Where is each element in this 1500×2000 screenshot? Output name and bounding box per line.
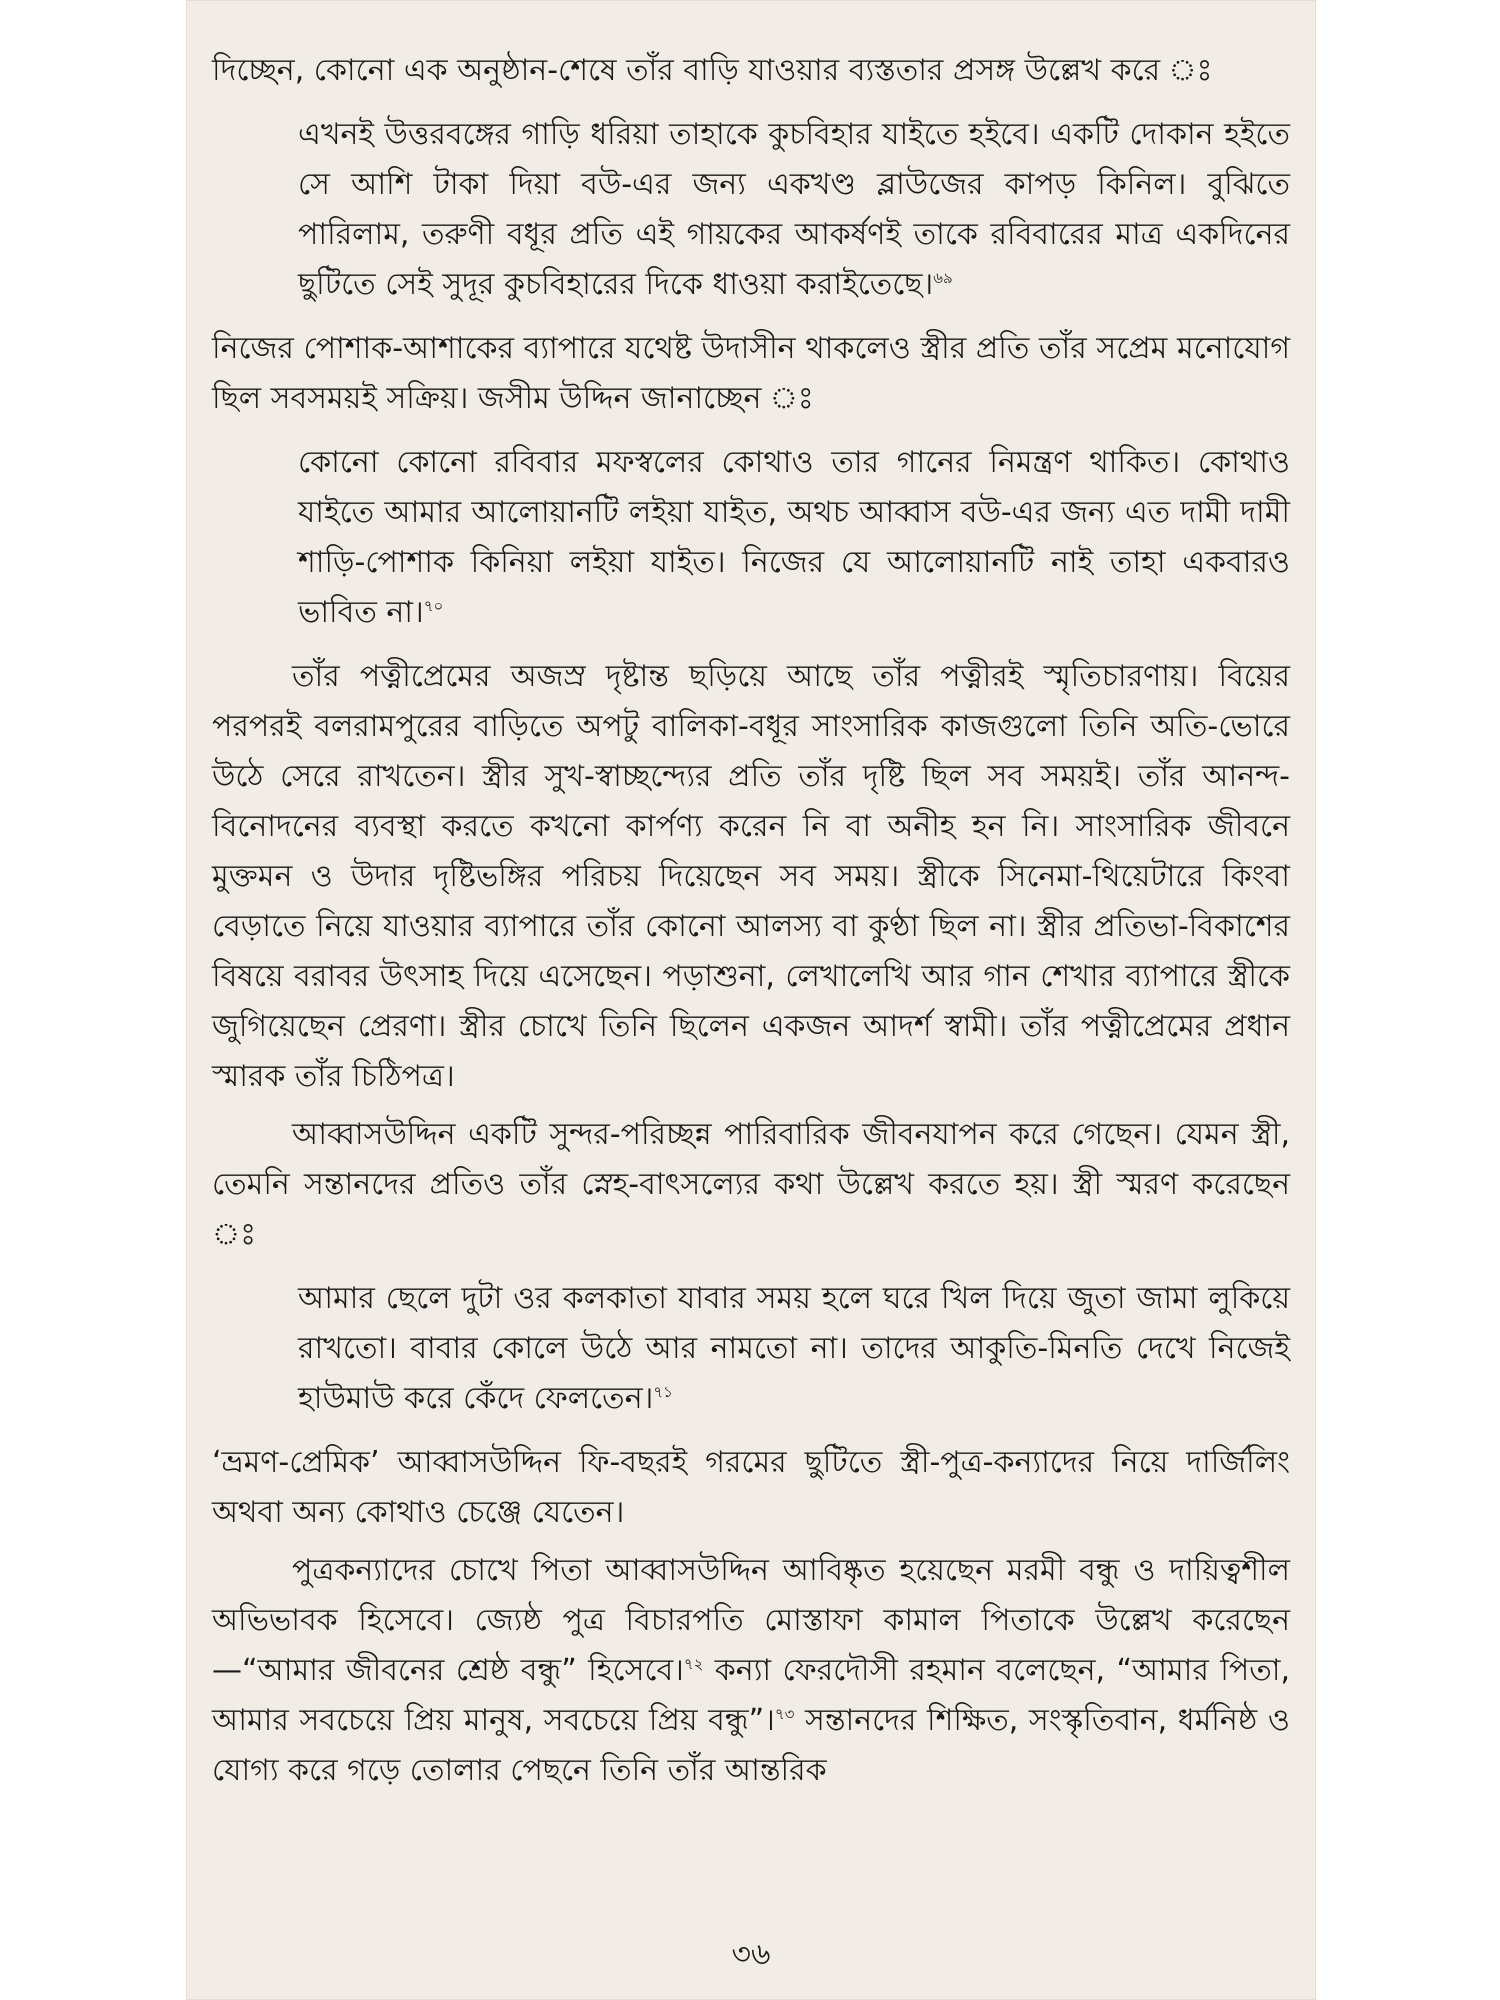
quote-1: এখনই উত্তরবঙ্গের গাড়ি ধরিয়া তাহাকে কুচবিহার যাইতে হইবে। একটি দোকান হইতে সে আশি টাকা দিয়া বউ-এর জন্য একখণ্ড ব্লাউজের কাপড় কিনিল। বুঝিতে পারিলাম, তরুণী বধূর প্রতি এই গায়কের আকর্ষণই তাকে রবিবারের মাত্র একদিনের ছুটিতে সেই সুদূর কুচবিহারের দিকে ধাওয়া করাইতেছে।$^{৬৯}$ — [298, 117, 1290, 302]
paragraph-1: দিচ্ছেন, কোনো এক অনুষ্ঠান-শেষে তাঁর বাড়ি যাওয়ার ব্যস্ততার প্রসঙ্গ উল্লেখ করে ঃ — [212, 53, 1213, 88]
page-number: ৩৬ — [731, 1937, 771, 1972]
footnote-marker: ৭৩ — [774, 1705, 795, 1723]
paragraph-2: নিজের পোশাক-আশাকের ব্যাপারে যথেষ্ট উদাসীন থাকলেও স্ত্রীর প্রতি তাঁর সপ্রেম মনোযোগ ছিল সবসময়ই সক্রিয়। জসীম উদ্দিন জানাচ্ছেন ঃ — [212, 331, 1290, 416]
paragraph-3: তাঁর পত্নীপ্রেমের অজস্র দৃষ্টান্ত ছড়িয়ে আছে তাঁর পত্নীরই স্মৃতিচারণায়। বিয়ের পরপরই বলরামপুরের বাড়িতে অপটু বালিকা-বধূর সাংসারিক কাজগুলো তিনি অতি-ভোরে উঠে সেরে রাখতেন। স্ত্রীর সুখ-স্বাচ্ছন্দ্যের প্রতি তাঁর দৃষ্টি ছিল সব সময়ই। তাঁর আনন্দ-বিনোদনের ব্যবস্থা করতে কখনো কার্পণ্য করেন নি বা অনীহ হন নি। সাংসারিক জীবনে মুক্তমন ও উদার দৃষ্টিভঙ্গির পরিচয় দিয়েছেন সব সময়। স্ত্রীকে সিনেমা-থিয়েটারে কিংবা বেড়াতে নিয়ে যাওয়ার ব্যাপারে তাঁর কোনো আলস্য বা কুণ্ঠা ছিল না। স্ত্রীর প্রতিভা-বিকাশের বিষয়ে বরাবর উৎসাহ দিয়ে এসেছেন। পড়াশুনা, লেখালেখি আর গান শেখার ব্যাপারে স্ত্রীকে জুগিয়েছেন প্রেরণা। স্ত্রীর চোখে তিনি ছিলেন একজন আদর্শ স্বামী। তাঁর পত্নীপ্রেমের প্রধান স্মারক তাঁর চিঠিপত্র। — [212, 659, 1290, 1094]
footnote-marker: ৭২ — [683, 1655, 704, 1673]
quote-2: কোনো কোনো রবিবার মফস্বলের কোথাও তার গানের নিমন্ত্রণ থাকিত। কোথাও যাইতে আমার আলোয়ানটি লইয়া যাইত, অথচ আব্বাস বউ-এর জন্য এত দামী দামী শাড়ি-পোশাক কিনিয়া লইয়া যাইত। নিজের যে আলোয়ানটি নাই তাহা একবারও ভাবিত না।$^{৭০}$ — [298, 445, 1290, 630]
footnote-marker: ৭০ — [423, 597, 444, 615]
page-text — [212, 46, 1290, 1804]
paragraph-6: পুত্রকন্যাদের চোখে পিতা আব্বাসউদ্দিন আবিষ্কৃত হয়েছেন মরমী বন্ধু ও দায়িত্বশীল অভিভাবক হিসেবে। জ্যেষ্ঠ পুত্র বিচারপতি মোস্তাফা কামাল পিতাকে উল্লেখ করেছেন —“আমার জীবনের শ্রেষ্ঠ বন্ধু” হিসেবে।$^{৭২}$ কন্যা ফেরদৌসী রহমান বলেছেন, “আমার পিতা, আমার সবচেয়ে প্রিয় মানুষ, সবচেয়ে প্রিয় বন্ধু”।$^{৭৩}$ সন্তানদের শিক্ষিত, সংস্কৃতিবান, ধর্মনিষ্ঠ ও যোগ্য করে গড়ে তোলার পেছনে তিনি তাঁর আন্তরিক — [212, 1553, 1290, 1788]
paragraph-5: ‘ভ্রমণ-প্রেমিক’ আব্বাসউদ্দিন ফি-বছরই গরমের ছুটিতে স্ত্রী-পুত্র-কন্যাদের নিয়ে দার্জিলিং অথবা অন্য কোথাও চেঞ্জে যেতেন। — [212, 1445, 1290, 1530]
paragraph-4: আব্বাসউদ্দিন একটি সুন্দর-পরিচ্ছন্ন পারিবারিক জীবনযাপন করে গেছেন। যেমন স্ত্রী, তেমনি সন্তানদের প্রতিও তাঁর স্নেহ-বাৎসল্যের কথা উল্লেখ করতে হয়। স্ত্রী স্মরণ করেছেন ঃ — [212, 1117, 1290, 1252]
footnote-marker: ৭১ — [653, 1383, 673, 1401]
quote-3: আমার ছেলে দুটা ওর কলকাতা যাবার সময় হলে ঘরে খিল দিয়ে জুতা জামা লুকিয়ে রাখতো। বাবার কোলে উঠে আর নামতো না। তাদের আকুতি-মিনতি দেখে নিজেই হাউমাউ করে কেঁদে ফেলতেন।$^{৭১}$ — [298, 1281, 1290, 1416]
footnote-marker: ৬৯ — [933, 269, 953, 287]
book-page — [186, 0, 1316, 2000]
